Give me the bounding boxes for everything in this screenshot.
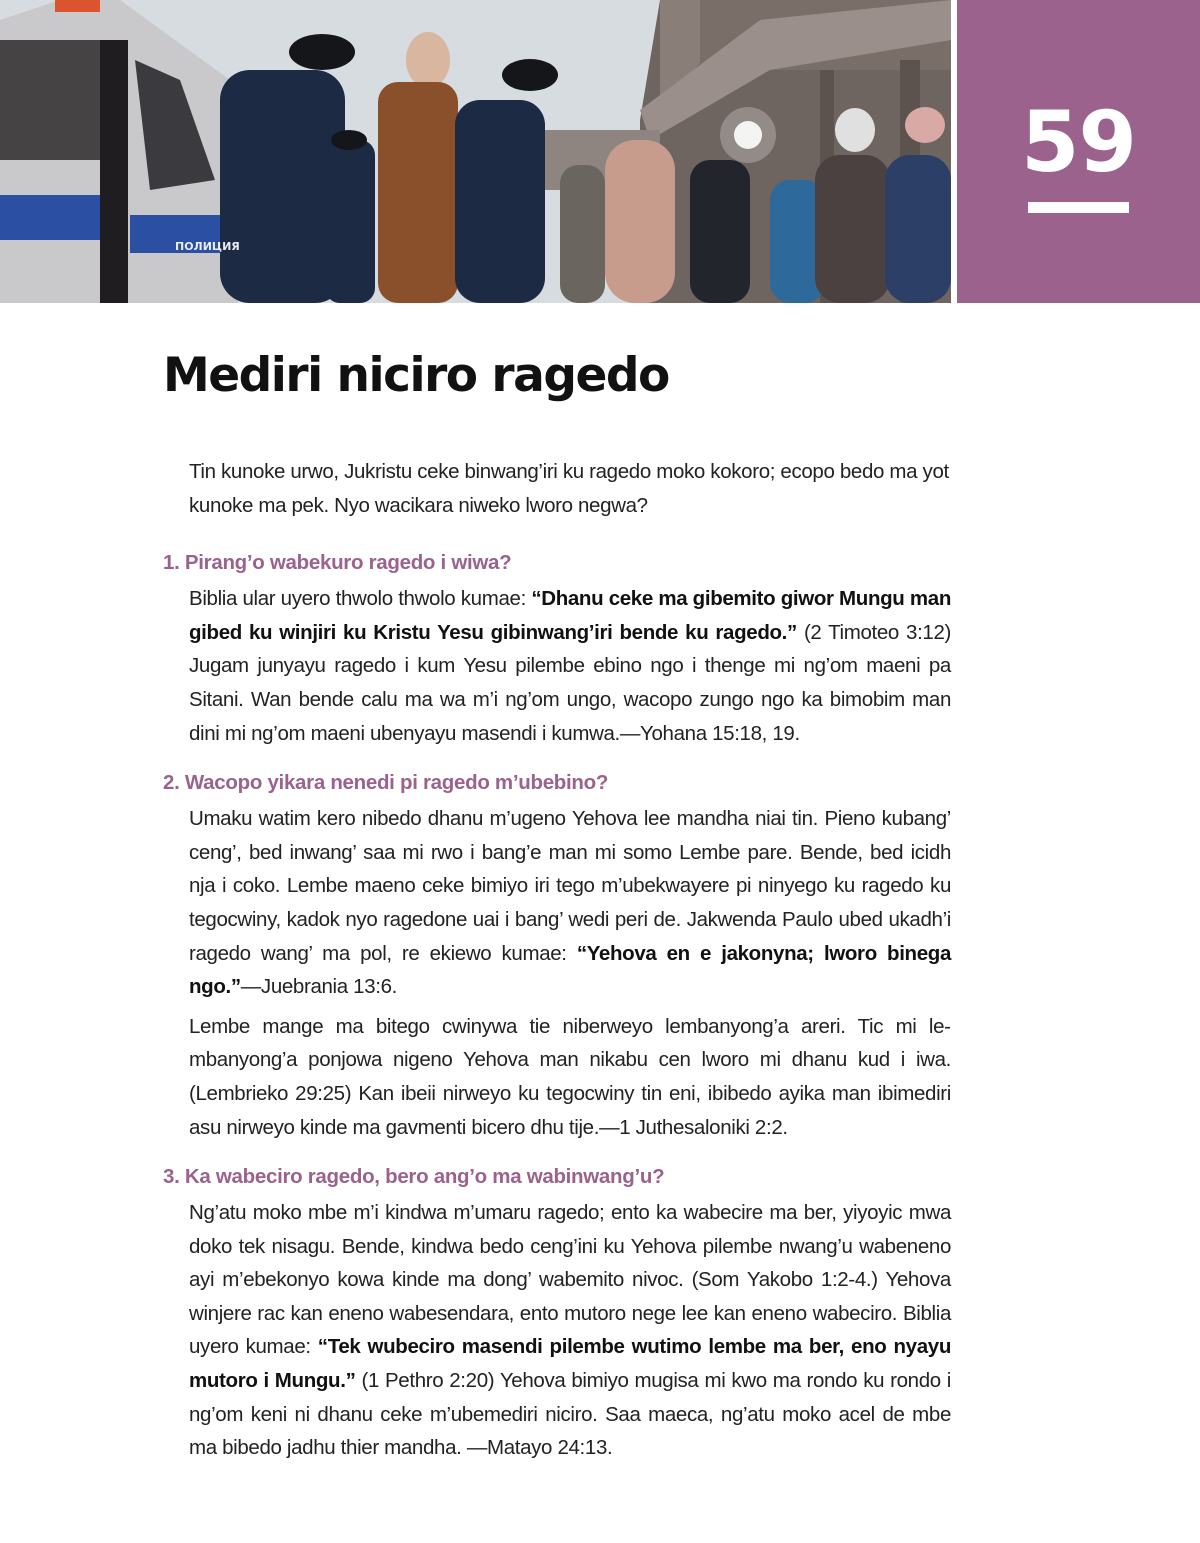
section-2 [163, 768, 951, 1144]
paragraph-text: Lembe mange ma bitego cwinywa tie niberweyo lembanyong’a areri. Tic mi lembanyong’a ponjowa nigeno Yehova man nikabu cen lworo mi dhanu kud i iwa. (Lembrieko 29:25) Kan ibeii nirweyo ku tegocwiny tin eni, ibibedo ayika man ibimediri asu nirweyo kinde ma gavmenti bicero dhu tije.—1 Juthesaloniki 2:2. [189, 1014, 951, 1139]
question-heading: 3. Ka wabeciro ragedo, bero ang’o ma wabinwang’u? [163, 1165, 665, 1189]
paragraph-text: (1 Pethro 2:20) Yehova bimiyo mugisa mi kwo ma rondo ku rondo i ng’om keni ni dhanu ceke m’ubemediri niciro. Saa maeca, ng’atu moko acel de mbe ma bibedo jadhu thier mandha. —Matayo 24:13. [189, 1369, 951, 1460]
paragraph-text: —Juebrania 13:6. [240, 975, 397, 999]
answer-paragraph [189, 1010, 951, 1144]
question-heading: 2. Wacopo yikara nenedi pi ragedo m’ubebino? [163, 771, 609, 795]
page-title: Mediri niciro ragedo [163, 348, 669, 403]
section-1 [163, 548, 951, 750]
arrest-scene-illustration [0, 0, 951, 303]
scripture-quote: “Yehova en e jakonyna; lworo binega ngo.” [189, 941, 952, 999]
answer-paragraph [189, 582, 951, 750]
paragraph-text: (2 Timoteo 3:12) Jugam junyayu ragedo i kum Yesu pilembe ebino ngo i thenge mi ng’om maeni pa Sitani. Wan bende calu ma wa m’i ng’om ungo, wacopo zungo ngo ka bimobim man dini mi ng’om maeni ubenyayu masendi i kumwa.—Yohana 15:18, 19. [189, 620, 951, 745]
answer-paragraph [189, 802, 951, 1004]
paragraph-text: Umaku watim kero nibedo dhanu m’ugeno Yehova lee mandha niai tin. Pieno kubang’ ceng’, bed inwang’ saa mi rwo i bang’e man mi somo Lembe pare. Bende, bed icidh nja i coko. Lembe maeno ceke bimiyo iri tego m’ubekwayere pi ninyego ku ragedo ku tegocwiny, kadok nyo ragedone uai i bang’ wedi peri de. Jakwenda Paulo ubed ukadh’i ragedo wang’ ma pol, re ekiewo kumae: [189, 807, 951, 965]
intro-paragraph: Tin kunoke urwo, Jukristu ceke binwang’iri ku ragedo moko kokoro; ecopo bedo ma yot kunoke ma pek. Nyo wacikara niweko lworo negwa? [189, 460, 949, 517]
paragraph-text: Ng’atu moko mbe m’i kindwa m’umaru ragedo; ento ka wabecire ma ber, yiyoyic mwa doko tek nisagu. Bende, kindwa bedo ceng’ini ku Yehova pilembe nwang’u wabeneno ayi m’ebekonyo kowa kinde ma dong’ wabemito nivoc. (Som Yakobo 1:2-4.) Yehova winjere rac kan eneno wabesendara, ento mutoro nege lee kan eneno wabeciro. Biblia uyero kumae: [189, 1201, 951, 1359]
lesson-number: 59 [1021, 93, 1136, 191]
lesson-content [163, 455, 951, 1483]
section-3 [163, 1162, 951, 1465]
header-photo [0, 0, 951, 303]
van-label: ПОЛИЦИЯ [175, 240, 240, 253]
scripture-quote: “Dhanu ceke ma gibemito giwor Mungu man gibed ku winjiri ku Kristu Yesu gibinwang’iri bende ku ragedo.” [189, 587, 951, 644]
paragraph-text: Biblia ular uyero thwolo thwolo kumae: [189, 587, 532, 611]
lesson-number-underline [1028, 202, 1129, 213]
scripture-quote: “Tek wubeciro masendi pilembe wutimo lembe ma ber, eno nyayu mutoro i Mungu.” [189, 1335, 951, 1393]
answer-paragraph [189, 1196, 951, 1465]
question-heading: 1. Pirang’o wabekuro ragedo i wiwa? [163, 551, 512, 575]
lesson-number-block [957, 0, 1200, 303]
